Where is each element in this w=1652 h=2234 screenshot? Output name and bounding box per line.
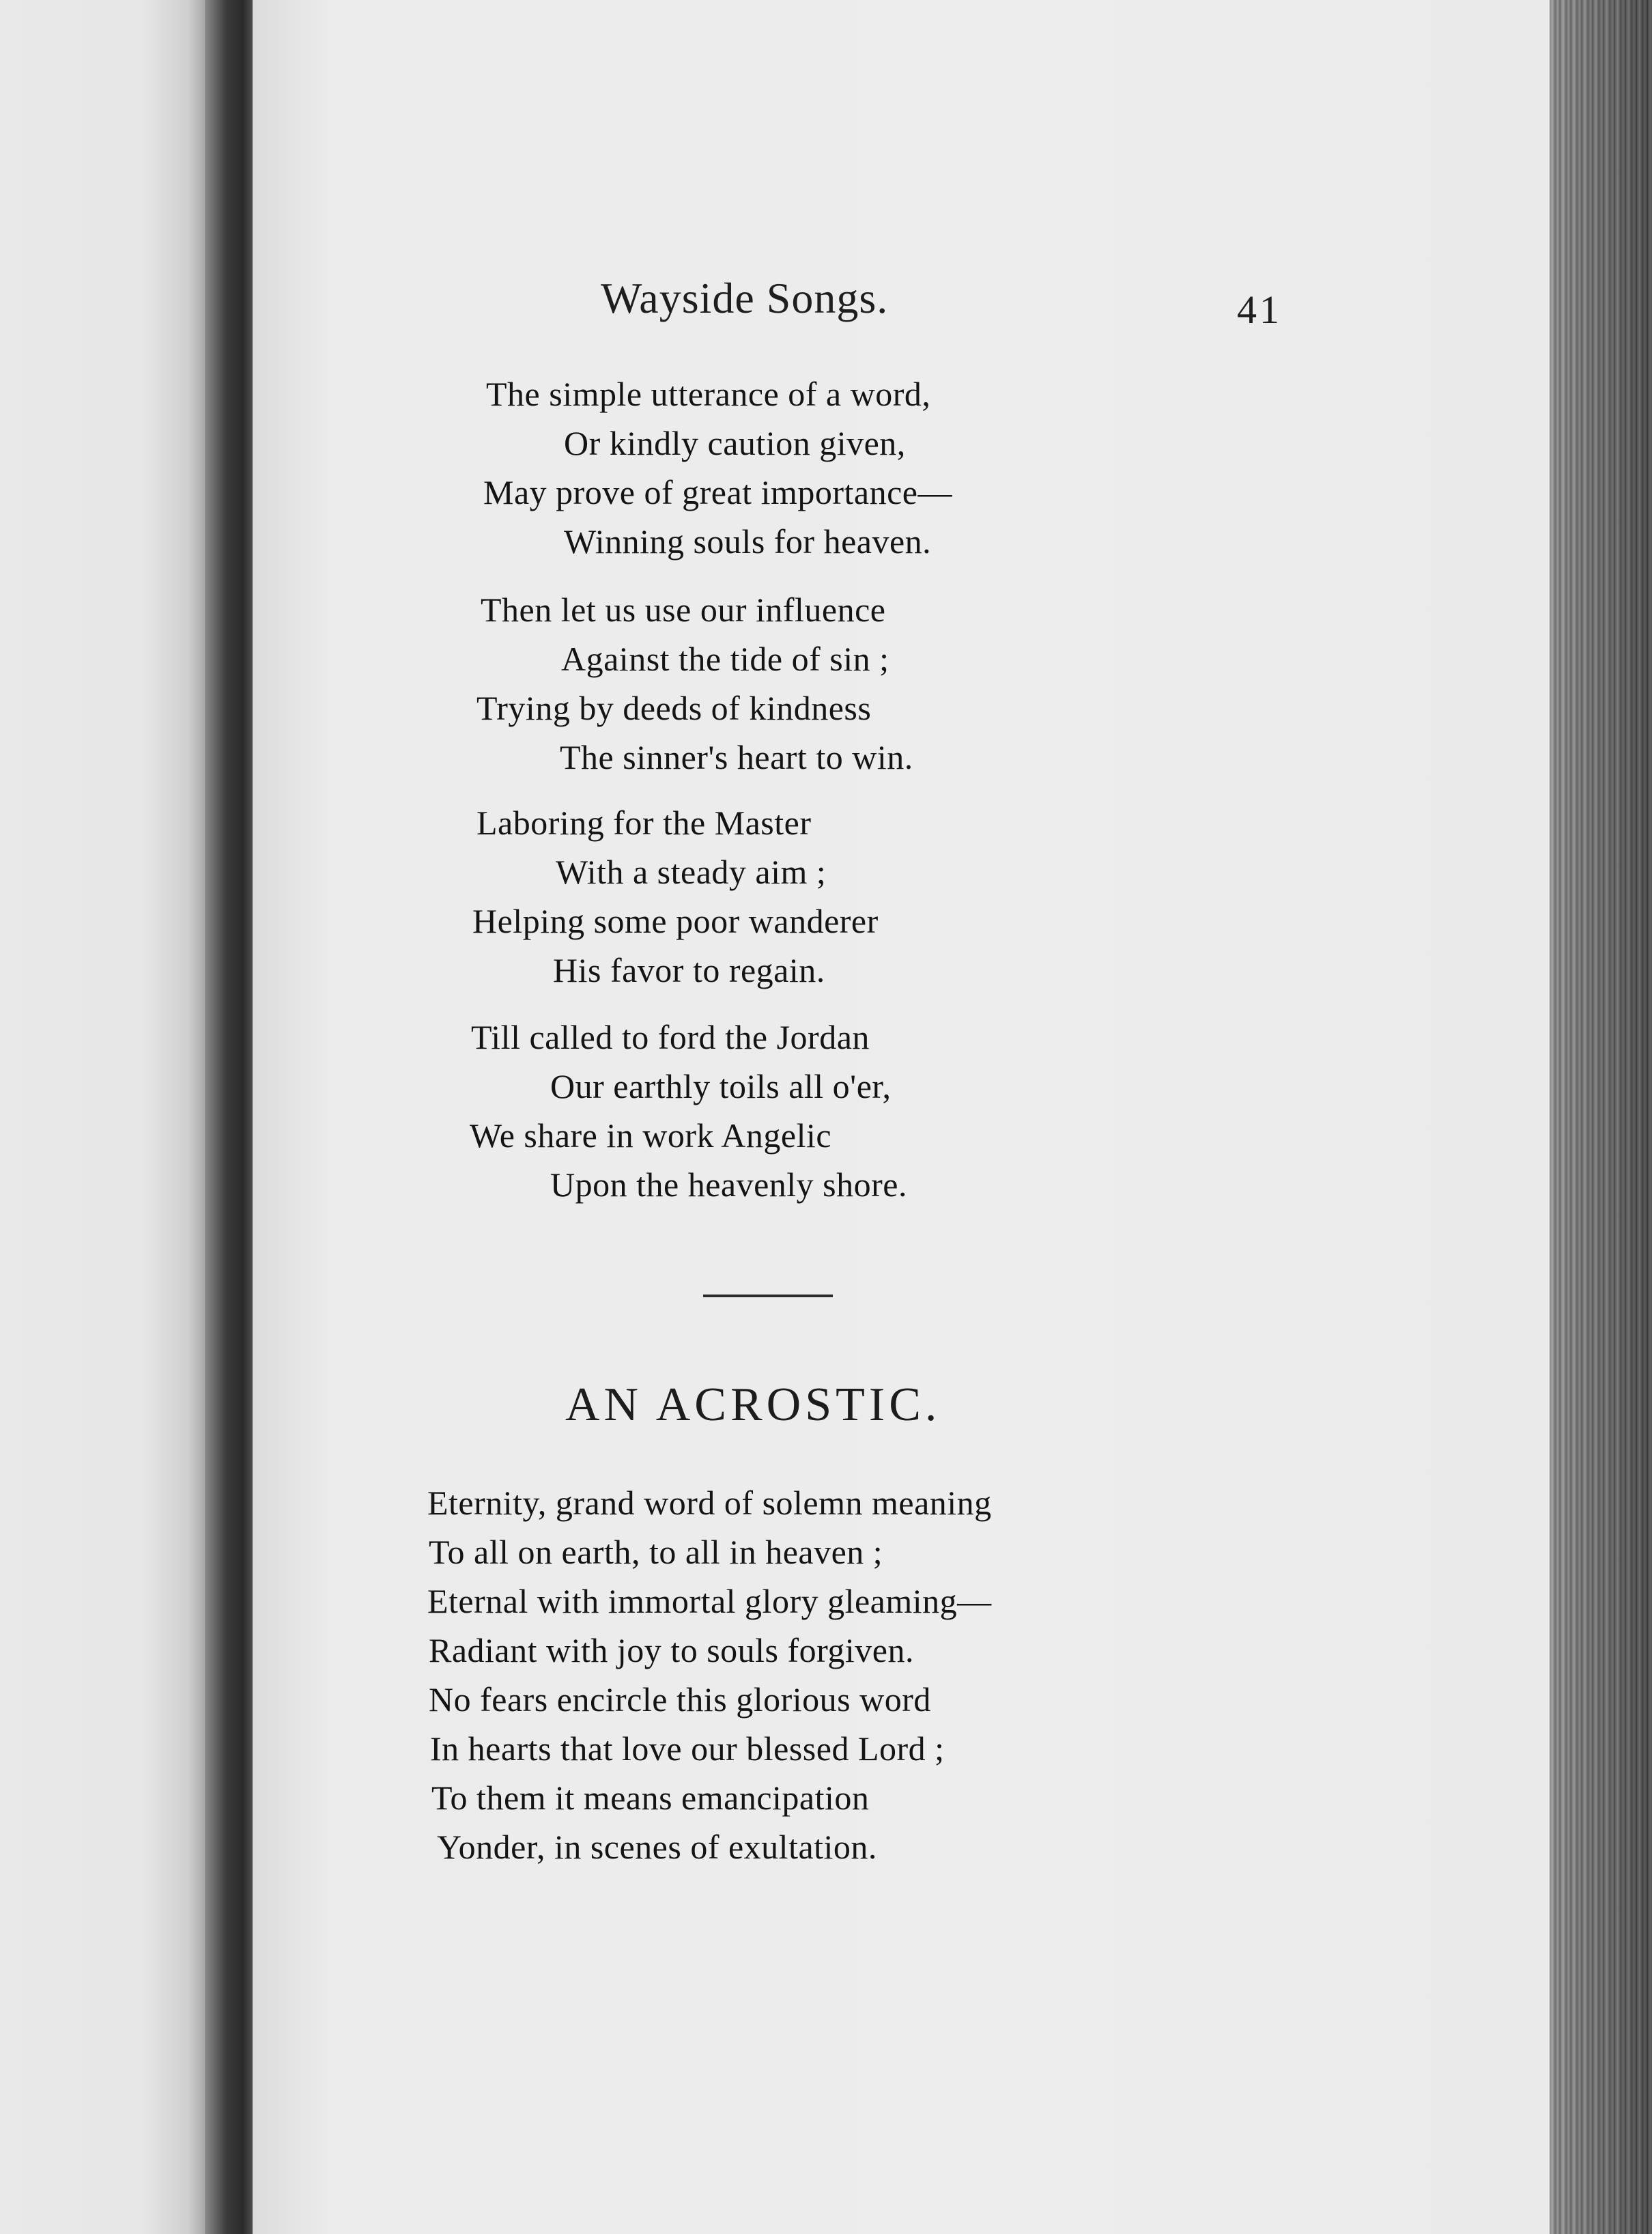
previous-page-edge: [0, 0, 205, 2234]
running-head: Wayside Songs.: [601, 274, 889, 322]
poem-line: Against the tide of sin ;: [561, 640, 889, 678]
poem-line: We share in work Angelic: [470, 1116, 832, 1155]
acrostic-line: Radiant with joy to souls forgiven.: [429, 1631, 914, 1669]
poem-line: Our earthly toils all o'er,: [550, 1067, 892, 1105]
acrostic-line: To them it means emancipation: [431, 1779, 870, 1817]
acrostic-line: Eternity, grand word of solemn meaning: [427, 1484, 992, 1522]
poem-line: The sinner's heart to win.: [560, 738, 913, 776]
poem-line: With a steady aim ;: [556, 853, 827, 891]
section-divider: [703, 1295, 833, 1297]
acrostic-line: In hearts that love our blessed Lord ;: [430, 1729, 945, 1768]
poem-line: Then let us use our influence: [481, 591, 886, 629]
poem-line: Helping some poor wanderer: [472, 902, 879, 940]
book-page: [253, 0, 1550, 2234]
poem-line: The simple utterance of a word,: [486, 375, 931, 413]
poem-line: May prove of great importance—: [483, 473, 952, 511]
poem-line: Till called to ford the Jordan: [471, 1018, 870, 1056]
page-edges-shadow: [1550, 0, 1652, 2234]
poem-line: Winning souls for heaven.: [564, 522, 932, 561]
book-gutter: [205, 0, 259, 2234]
poem-line: Upon the heavenly shore.: [550, 1165, 907, 1204]
acrostic-line: To all on earth, to all in heaven ;: [429, 1533, 883, 1571]
poem-line: Or kindly caution given,: [564, 424, 906, 462]
section-title: AN ACROSTIC.: [565, 1378, 941, 1431]
poem-line: Laboring for the Master: [476, 804, 812, 842]
acrostic-line: Yonder, in scenes of exultation.: [437, 1828, 877, 1866]
acrostic-line: Eternal with immortal glory gleaming—: [427, 1582, 992, 1620]
poem-line: Trying by deeds of kindness: [476, 689, 872, 727]
acrostic-line: No fears encircle this glorious word: [429, 1680, 931, 1719]
poem-line: His favor to regain.: [553, 951, 825, 989]
page-number: 41: [1237, 287, 1282, 332]
